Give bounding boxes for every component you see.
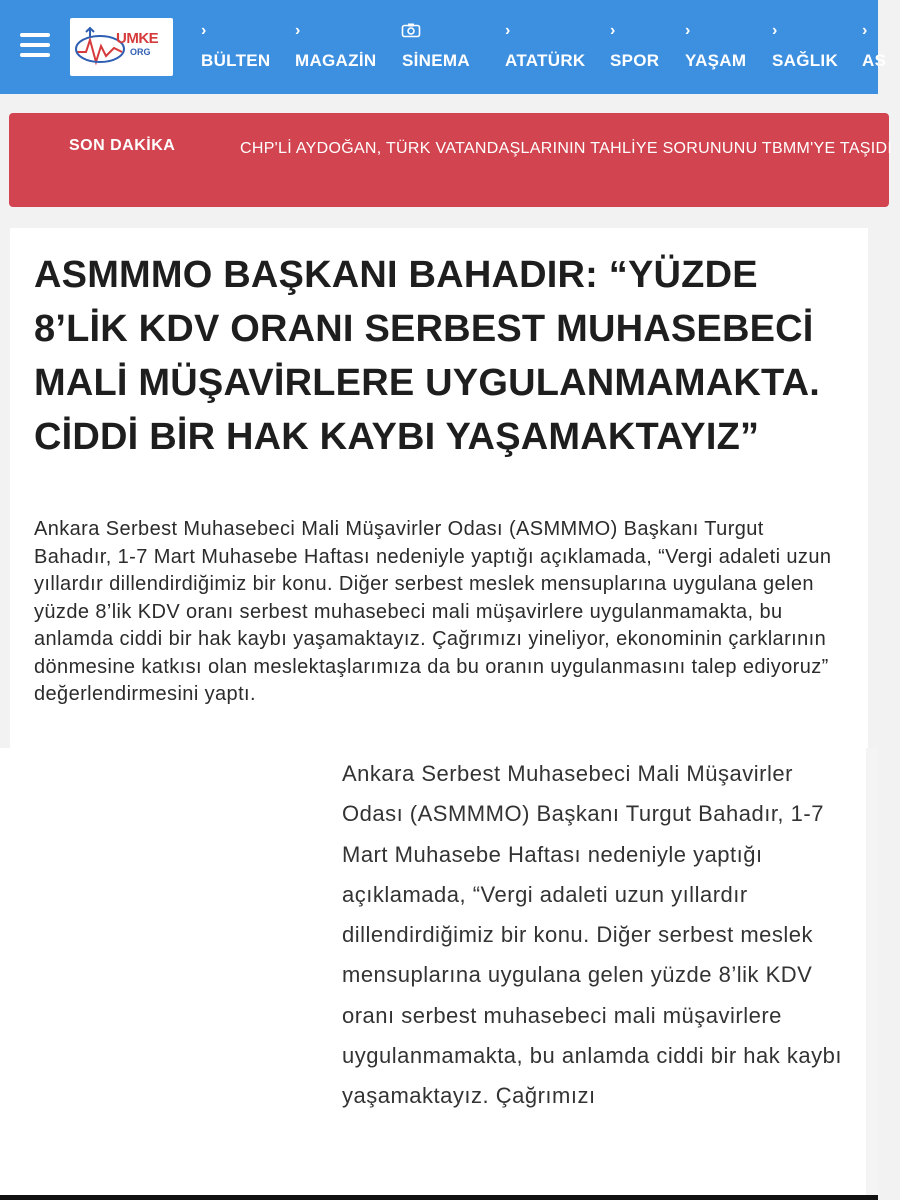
article-summary: Ankara Serbest Muhasebeci Mali Müşavirler Odası (ASMMMO) Başkanı Turgut Bahadır, 1-7 Mart Muhasebe Haftası nedeniyle yaptığı açıklamada, “Vergi adaleti uzun yıllardır dillendirdiğimiz bir konu. Diğer serbest meslek mensuplarına uygulana gelen yüzde 8’lik KDV oranı serbest muhasebeci mali müşavirlere uygulanmamakta, bu anlamda ciddi bir hak kaybı yaşamaktayız. Çağrımızı yineliyor, ekonominin çarklarının dönmesine katkısı olan meslektaşlarımıza da bu oranın uygulanmasını talep ediyoruz” değerlendirmesini yaptı. bbox=[34, 518, 832, 705]
nav-item-label: YAŞAM bbox=[685, 51, 747, 70]
article-body: Ankara Serbest Muhasebeci Mali Müşavirler Odası (ASMMMO) Başkanı Turgut Bahadır, 1-7 Mart Muhasebe Haftası nedeniyle yaptığı açıklamada, “Vergi adaleti uzun yıllardır dillendirdiğimiz bir konu. Diğer serbest meslek mensuplarına uygulana gelen yüzde 8’lik KDV oranı serbest muhasebeci mali müşavirlere uygulanmamakta, bu anlamda ciddi bir hak kaybı yaşamaktayız. Çağrımızı bbox=[342, 761, 842, 1109]
top-navigation-bar bbox=[0, 0, 887, 94]
logo-text: UMKE bbox=[116, 30, 159, 47]
nav-item-label: AS bbox=[862, 51, 887, 70]
chevron-right-icon: › bbox=[505, 22, 511, 39]
nav-item-label: MAGAZİN bbox=[295, 51, 377, 70]
article-title: ASMMMO BAŞKANI BAHADIR: “YÜZDE 8’LİK KDV ORANI SERBEST MUHASEBECİ MALİ MÜŞAVİRLERE UYGULANMAMAKTA. CİDDİ BİR HAK KAYBI YAŞAMAKTAYIZ” bbox=[34, 254, 821, 458]
bottom-divider bbox=[0, 1195, 878, 1200]
hamburger-icon[interactable] bbox=[20, 31, 52, 59]
logo-subtext: ORG bbox=[130, 47, 151, 57]
breaking-news-tag: SON DAKİKA bbox=[69, 137, 176, 154]
chevron-right-icon: › bbox=[685, 22, 691, 39]
breaking-news-bar bbox=[9, 113, 893, 207]
chevron-right-icon: › bbox=[862, 22, 868, 39]
article-header-card bbox=[10, 228, 868, 752]
nav-item-label: SAĞLIK bbox=[772, 51, 839, 70]
chevron-right-icon: › bbox=[610, 22, 616, 39]
nav-item-label: BÜLTEN bbox=[201, 51, 271, 70]
chevron-right-icon: › bbox=[201, 22, 207, 39]
nav-item-label: ATATÜRK bbox=[505, 51, 586, 70]
page-gutter bbox=[866, 748, 878, 1200]
logo-graphic bbox=[70, 18, 173, 76]
nav-item-label: SİNEMA bbox=[402, 51, 470, 70]
chevron-right-icon: › bbox=[295, 22, 301, 39]
site-logo[interactable] bbox=[70, 18, 173, 76]
camera-icon bbox=[402, 23, 420, 37]
nav-item-label: SPOR bbox=[610, 51, 660, 70]
chevron-right-icon: › bbox=[772, 22, 778, 39]
breaking-news-headline[interactable]: CHP'Lİ AYDOĞAN, TÜRK VATANDAŞLARININ TAHLİYE SORUNUNU TBMM'YE TAŞIDI bbox=[240, 140, 893, 157]
article-body-section bbox=[0, 748, 878, 1200]
